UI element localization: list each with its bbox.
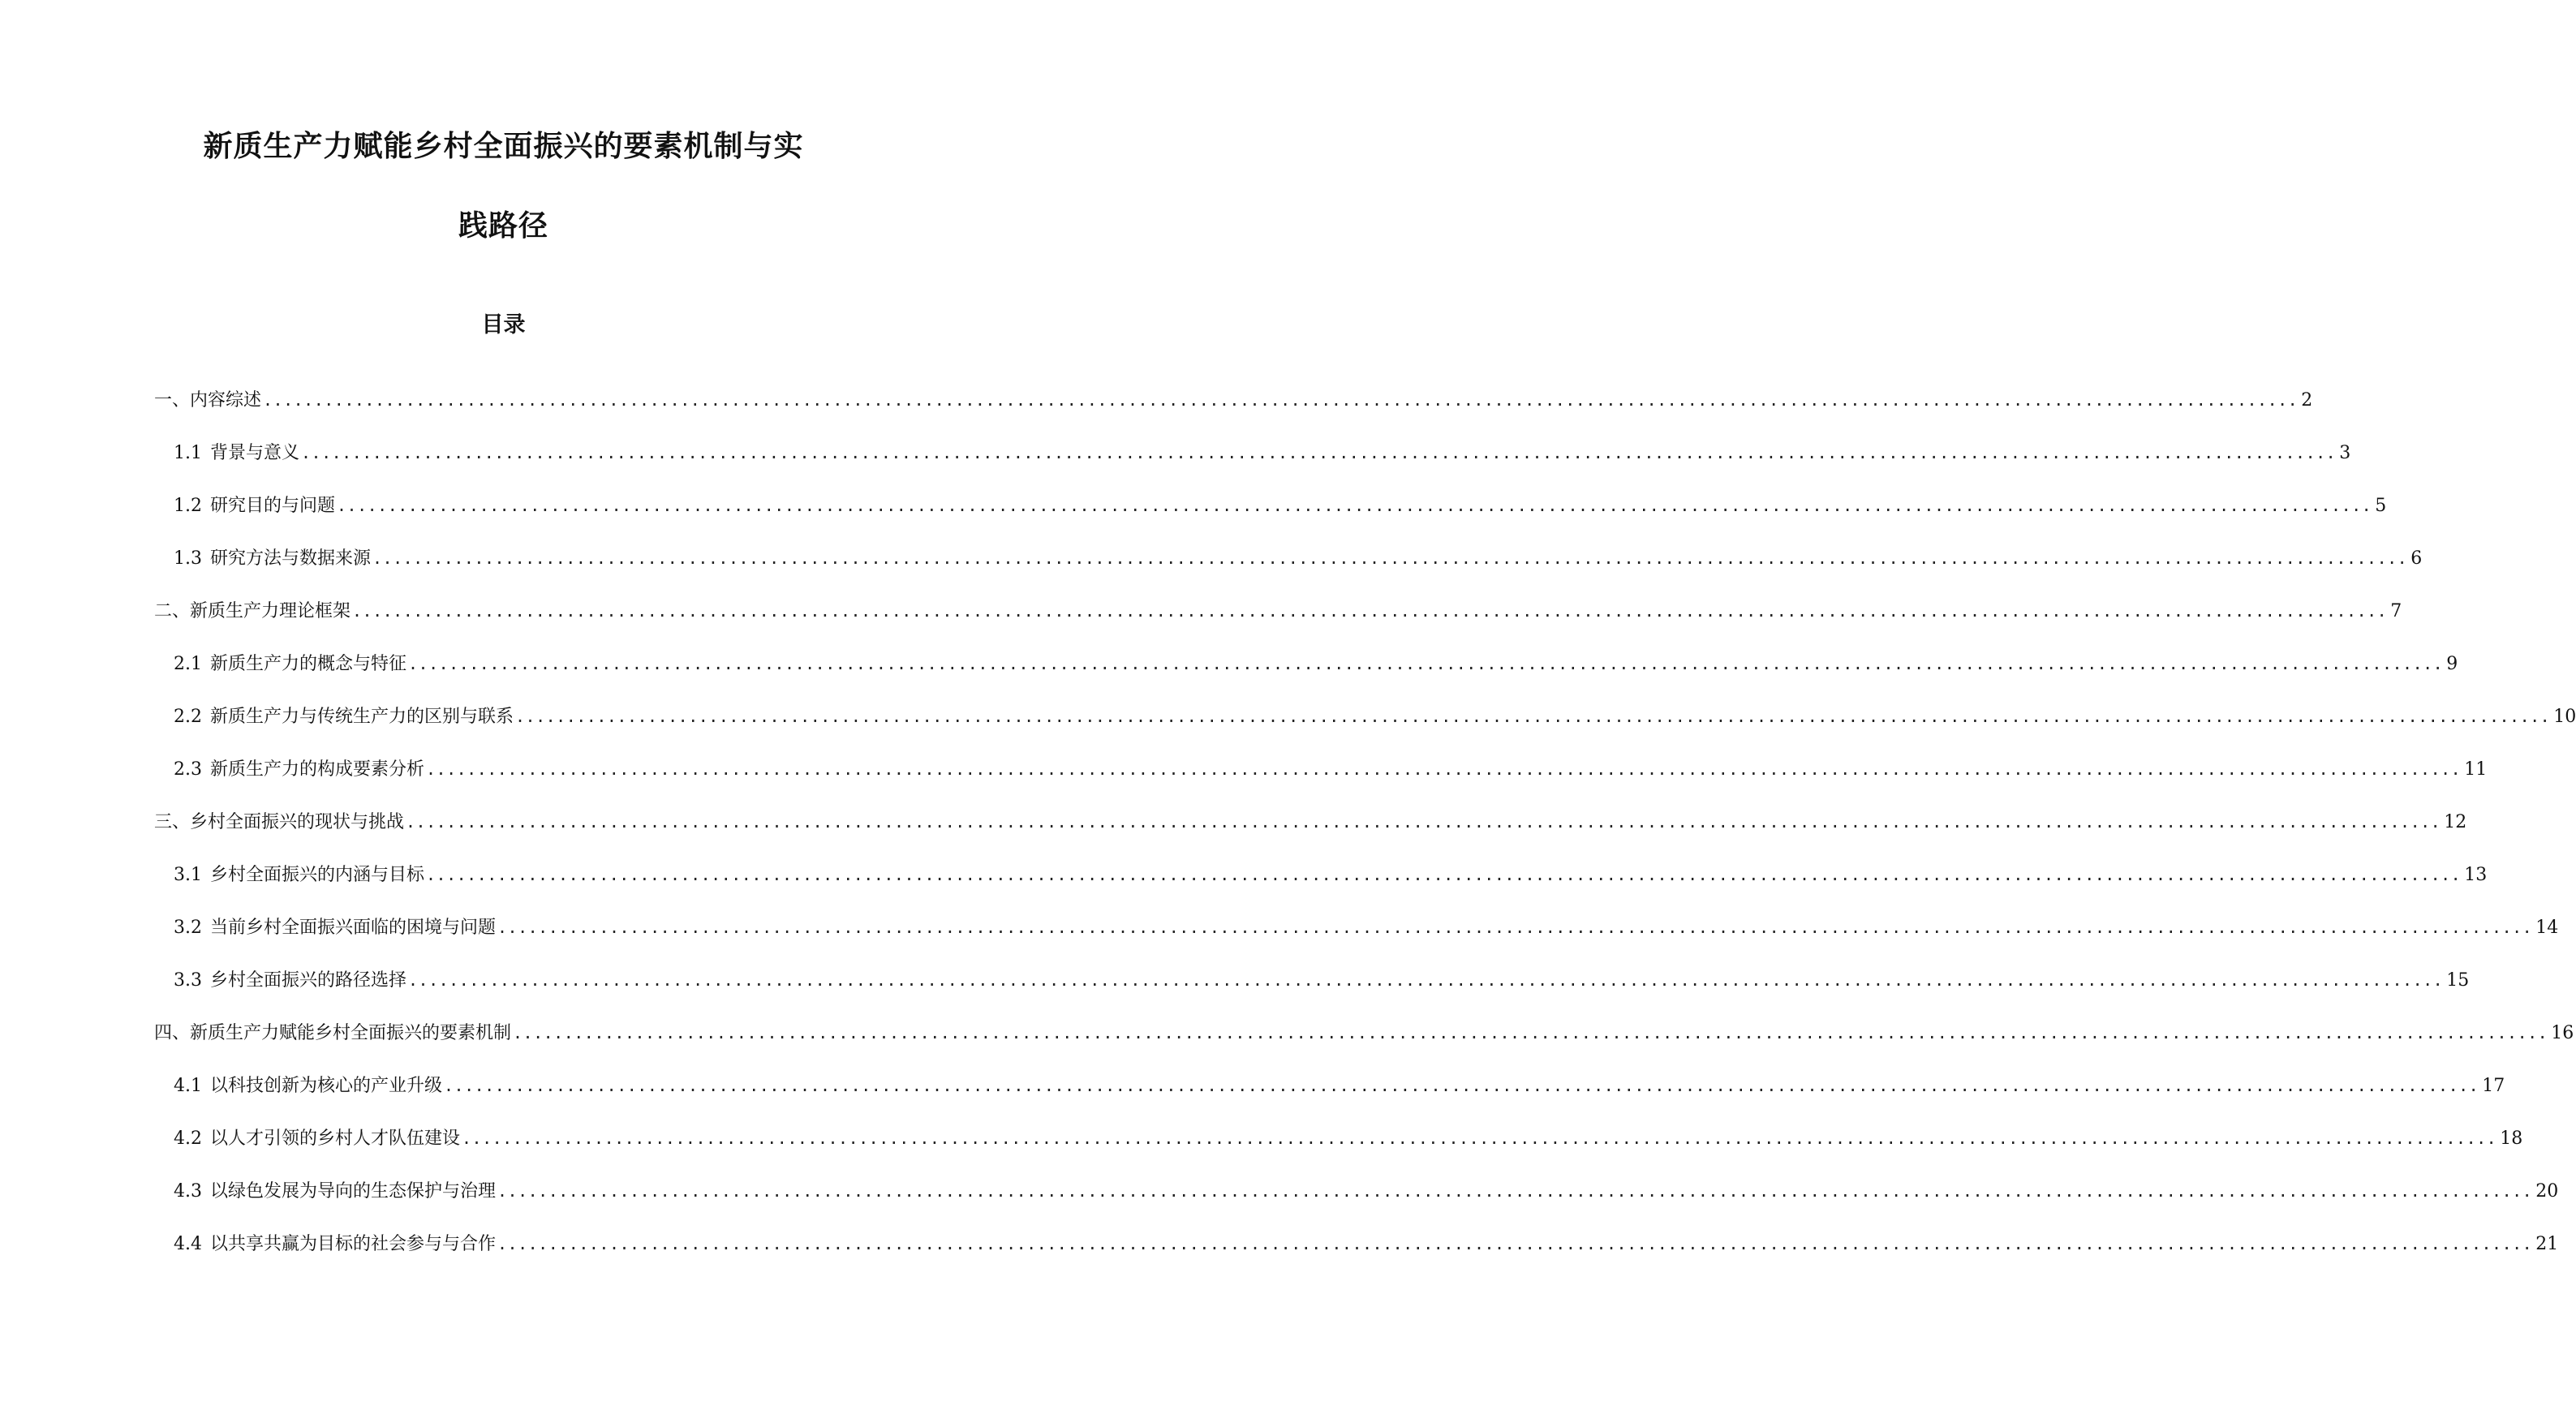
- toc-entry-page-number: 12: [2444, 812, 2467, 832]
- toc-dot-leader: ........................................................................................................................................................................................................: [497, 1234, 2533, 1253]
- toc-entry-page-number: 9: [2446, 654, 2458, 674]
- toc-entry-title: 四、新质生产力赋能乡村全面振兴的要素机制: [154, 1023, 512, 1043]
- toc-dot-leader: ........................................................................................................................................................................................................: [352, 601, 2388, 621]
- toc-dot-leader: ........................................................................................................................................................................................................: [444, 1076, 2479, 1095]
- toc-entry-title: 以人才引领的乡村人才队伍建设: [210, 1129, 461, 1149]
- table-of-contents: [0, 386, 2576, 1283]
- toc-entry-page-number: 21: [2535, 1234, 2559, 1254]
- toc-dot-leader: ........................................................................................................................................................................................................: [426, 759, 2462, 779]
- toc-entry-chapter[interactable]: [154, 808, 2467, 861]
- toc-entry-title: 新质生产力与传统生产力的区别与联系: [210, 707, 514, 727]
- toc-entry-number: 1.2: [174, 496, 202, 516]
- document-title-line-2: 践路径: [458, 209, 548, 243]
- toc-entry-section[interactable]: [174, 703, 2576, 755]
- toc-entry-page-number: 7: [2390, 601, 2402, 621]
- toc-dot-leader: ........................................................................................................................................................................................................: [462, 1129, 2497, 1148]
- toc-dot-leader: ........................................................................................................................................................................................................: [513, 1023, 2548, 1043]
- toc-entry-section[interactable]: [174, 1124, 2523, 1177]
- toc-heading: 目录: [481, 312, 526, 337]
- toc-entry-title: 一、内容综述: [154, 390, 262, 411]
- toc-entry-number: 2.2: [174, 707, 202, 727]
- toc-dot-leader: ........................................................................................................................................................................................................: [372, 548, 2408, 568]
- toc-entry-section[interactable]: [174, 1230, 2559, 1283]
- toc-entry-page-number: 2: [2301, 390, 2313, 411]
- toc-entry-number: 4.3: [174, 1181, 202, 1202]
- toc-entry-number: 1.1: [174, 443, 202, 463]
- toc-entry-page-number: 3: [2339, 443, 2351, 463]
- toc-entry-page-number: 16: [2551, 1023, 2574, 1043]
- toc-dot-leader: ........................................................................................................................................................................................................: [497, 1181, 2533, 1201]
- toc-entry-section[interactable]: [174, 492, 2387, 544]
- toc-entry-title: 新质生产力的概念与特征: [210, 654, 407, 674]
- toc-entry-number: 4.1: [174, 1076, 202, 1096]
- toc-dot-leader: ........................................................................................................................................................................................................: [497, 918, 2533, 937]
- toc-entry-section[interactable]: [174, 966, 2470, 1019]
- toc-entry-section[interactable]: [174, 439, 2351, 492]
- toc-entry-section[interactable]: [174, 914, 2559, 966]
- toc-entry-title: 乡村全面振兴的内涵与目标: [210, 865, 425, 885]
- toc-entry-page-number: 13: [2464, 865, 2488, 885]
- toc-entry-chapter[interactable]: [154, 1019, 2574, 1072]
- toc-dot-leader: ........................................................................................................................................................................................................: [301, 443, 2337, 462]
- toc-entry-page-number: 5: [2375, 496, 2387, 516]
- toc-entry-page-number: 17: [2482, 1076, 2505, 1096]
- toc-dot-leader: ........................................................................................................................................................................................................: [408, 654, 2444, 673]
- toc-entry-title: 当前乡村全面振兴面临的困境与问题: [210, 918, 497, 938]
- toc-entry-page-number: 20: [2535, 1181, 2559, 1202]
- toc-dot-leader: ........................................................................................................................................................................................................: [408, 970, 2444, 990]
- toc-entry-title: 新质生产力的构成要素分析: [210, 759, 425, 780]
- toc-entry-title: 三、乡村全面振兴的现状与挑战: [154, 812, 405, 832]
- toc-entry-number: 3.2: [174, 918, 202, 938]
- toc-entry-section[interactable]: [174, 650, 2458, 703]
- toc-entry-title: 研究方法与数据来源: [210, 548, 372, 569]
- toc-entry-page-number: 10: [2553, 707, 2576, 727]
- toc-dot-leader: ........................................................................................................................................................................................................: [426, 865, 2462, 884]
- toc-entry-section[interactable]: [174, 1177, 2559, 1230]
- toc-entry-number: 2.3: [174, 759, 202, 780]
- toc-entry-title: 乡村全面振兴的路径选择: [210, 970, 407, 991]
- toc-entry-title: 以科技创新为核心的产业升级: [210, 1076, 443, 1096]
- toc-dot-leader: ........................................................................................................................................................................................................: [515, 707, 2551, 726]
- document-title-line-1: 新质生产力赋能乡村全面振兴的要素机制与实: [203, 130, 804, 163]
- toc-entry-number: 4.4: [174, 1234, 202, 1254]
- toc-entry-title: 以共享共赢为目标的社会参与与合作: [210, 1234, 497, 1254]
- toc-entry-number: 3.1: [174, 865, 202, 885]
- toc-entry-number: 1.3: [174, 548, 202, 569]
- toc-entry-title: 二、新质生产力理论框架: [154, 601, 351, 621]
- toc-entry-number: 2.1: [174, 654, 202, 674]
- toc-entry-page-number: 11: [2464, 759, 2488, 780]
- toc-entry-number: 4.2: [174, 1129, 202, 1149]
- toc-entry-page-number: 14: [2535, 918, 2559, 938]
- toc-dot-leader: ........................................................................................................................................................................................................: [337, 496, 2372, 515]
- toc-entry-title: 背景与意义: [210, 443, 300, 463]
- toc-entry-section[interactable]: [174, 755, 2488, 808]
- toc-entry-chapter[interactable]: [154, 597, 2402, 650]
- toc-entry-section[interactable]: [174, 544, 2423, 597]
- toc-dot-leader: ........................................................................................................................................................................................................: [263, 390, 2299, 410]
- toc-entry-number: 3.3: [174, 970, 202, 991]
- toc-entry-section[interactable]: [174, 861, 2488, 914]
- toc-entry-chapter[interactable]: [154, 386, 2313, 439]
- toc-entry-title: 研究目的与问题: [210, 496, 336, 516]
- toc-entry-section[interactable]: [174, 1072, 2505, 1124]
- toc-entry-page-number: 15: [2446, 970, 2470, 991]
- toc-entry-page-number: 6: [2410, 548, 2423, 569]
- toc-dot-leader: ........................................................................................................................................................................................................: [406, 812, 2441, 832]
- toc-entry-title: 以绿色发展为导向的生态保护与治理: [210, 1181, 497, 1202]
- toc-entry-page-number: 18: [2500, 1129, 2523, 1149]
